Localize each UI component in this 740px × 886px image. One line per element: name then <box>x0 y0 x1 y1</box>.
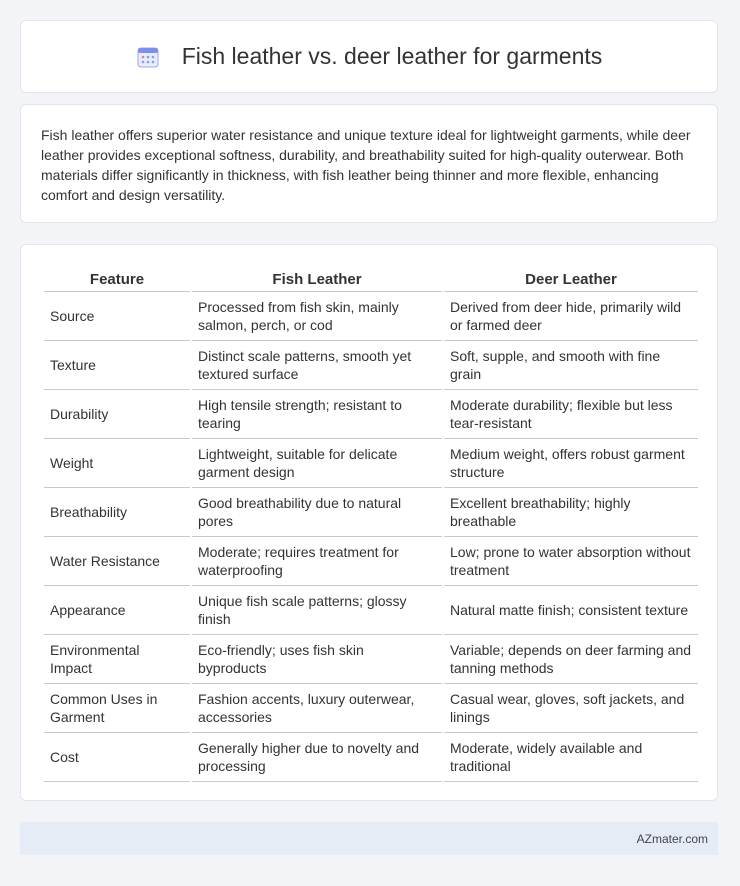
comparison-table-card <box>20 244 718 801</box>
header-deer-leather: Deer Leather <box>444 265 698 292</box>
deer-cell: Derived from deer hide, primarily wild or farmed deer <box>444 292 698 341</box>
feature-cell: Water Resistance <box>44 537 190 586</box>
feature-cell: Source <box>44 292 190 341</box>
fish-cell: Eco-friendly; uses fish skin byproducts <box>192 635 442 684</box>
deer-cell: Moderate durability; flexible but less tear-resistant <box>444 390 698 439</box>
deer-cell: Variable; depends on deer farming and tanning methods <box>444 635 698 684</box>
feature-cell: Environmental Impact <box>44 635 190 684</box>
fish-cell: Processed from fish skin, mainly salmon, perch, or cod <box>192 292 442 341</box>
fish-cell: High tensile strength; resistant to tearing <box>192 390 442 439</box>
table-row <box>44 439 698 488</box>
table-row <box>44 488 698 537</box>
table-row <box>44 684 698 733</box>
deer-cell: Natural matte finish; consistent texture <box>444 586 698 635</box>
fish-cell: Generally higher due to novelty and processing <box>192 733 442 782</box>
table-header-row <box>44 265 698 292</box>
calendar-icon <box>136 45 160 69</box>
fish-cell: Moderate; requires treatment for waterproofing <box>192 537 442 586</box>
footer-brand: AZmater.com <box>636 831 708 846</box>
fish-cell: Lightweight, suitable for delicate garment design <box>192 439 442 488</box>
fish-cell: Fashion accents, luxury outerwear, accessories <box>192 684 442 733</box>
table-row <box>44 537 698 586</box>
intro-text: Fish leather offers superior water resistance and unique texture ideal for lightweight garments, while deer leather provides exceptional softness, durability, and breathability suited for high-quality outerwear. Both materials differ significantly in thickness, with fish leather being thinner and more flexible, enhancing comfort and design versatility. <box>41 127 691 203</box>
fish-cell: Good breathability due to natural pores <box>192 488 442 537</box>
comparison-table <box>42 265 700 782</box>
deer-cell: Soft, supple, and smooth with fine grain <box>444 341 698 390</box>
deer-cell: Low; prone to water absorption without treatment <box>444 537 698 586</box>
feature-cell: Texture <box>44 341 190 390</box>
table-row <box>44 390 698 439</box>
deer-cell: Medium weight, offers robust garment structure <box>444 439 698 488</box>
table-row <box>44 635 698 684</box>
deer-cell: Casual wear, gloves, soft jackets, and linings <box>444 684 698 733</box>
table-row <box>44 292 698 341</box>
footer-bar <box>20 822 718 855</box>
deer-cell: Excellent breathability; highly breathable <box>444 488 698 537</box>
table-row <box>44 586 698 635</box>
intro-card <box>20 104 718 223</box>
feature-cell: Durability <box>44 390 190 439</box>
fish-cell: Unique fish scale patterns; glossy finish <box>192 586 442 635</box>
table-row <box>44 733 698 782</box>
deer-cell: Moderate, widely available and traditional <box>444 733 698 782</box>
title-card <box>20 20 718 93</box>
page-title: Fish leather vs. deer leather for garments <box>181 43 603 69</box>
feature-cell: Common Uses in Garment <box>44 684 190 733</box>
header-feature: Feature <box>44 265 190 292</box>
feature-cell: Appearance <box>44 586 190 635</box>
feature-cell: Weight <box>44 439 190 488</box>
fish-cell: Distinct scale patterns, smooth yet textured surface <box>192 341 442 390</box>
feature-cell: Cost <box>44 733 190 782</box>
feature-cell: Breathability <box>44 488 190 537</box>
header-fish-leather: Fish Leather <box>192 265 442 292</box>
table-row <box>44 341 698 390</box>
